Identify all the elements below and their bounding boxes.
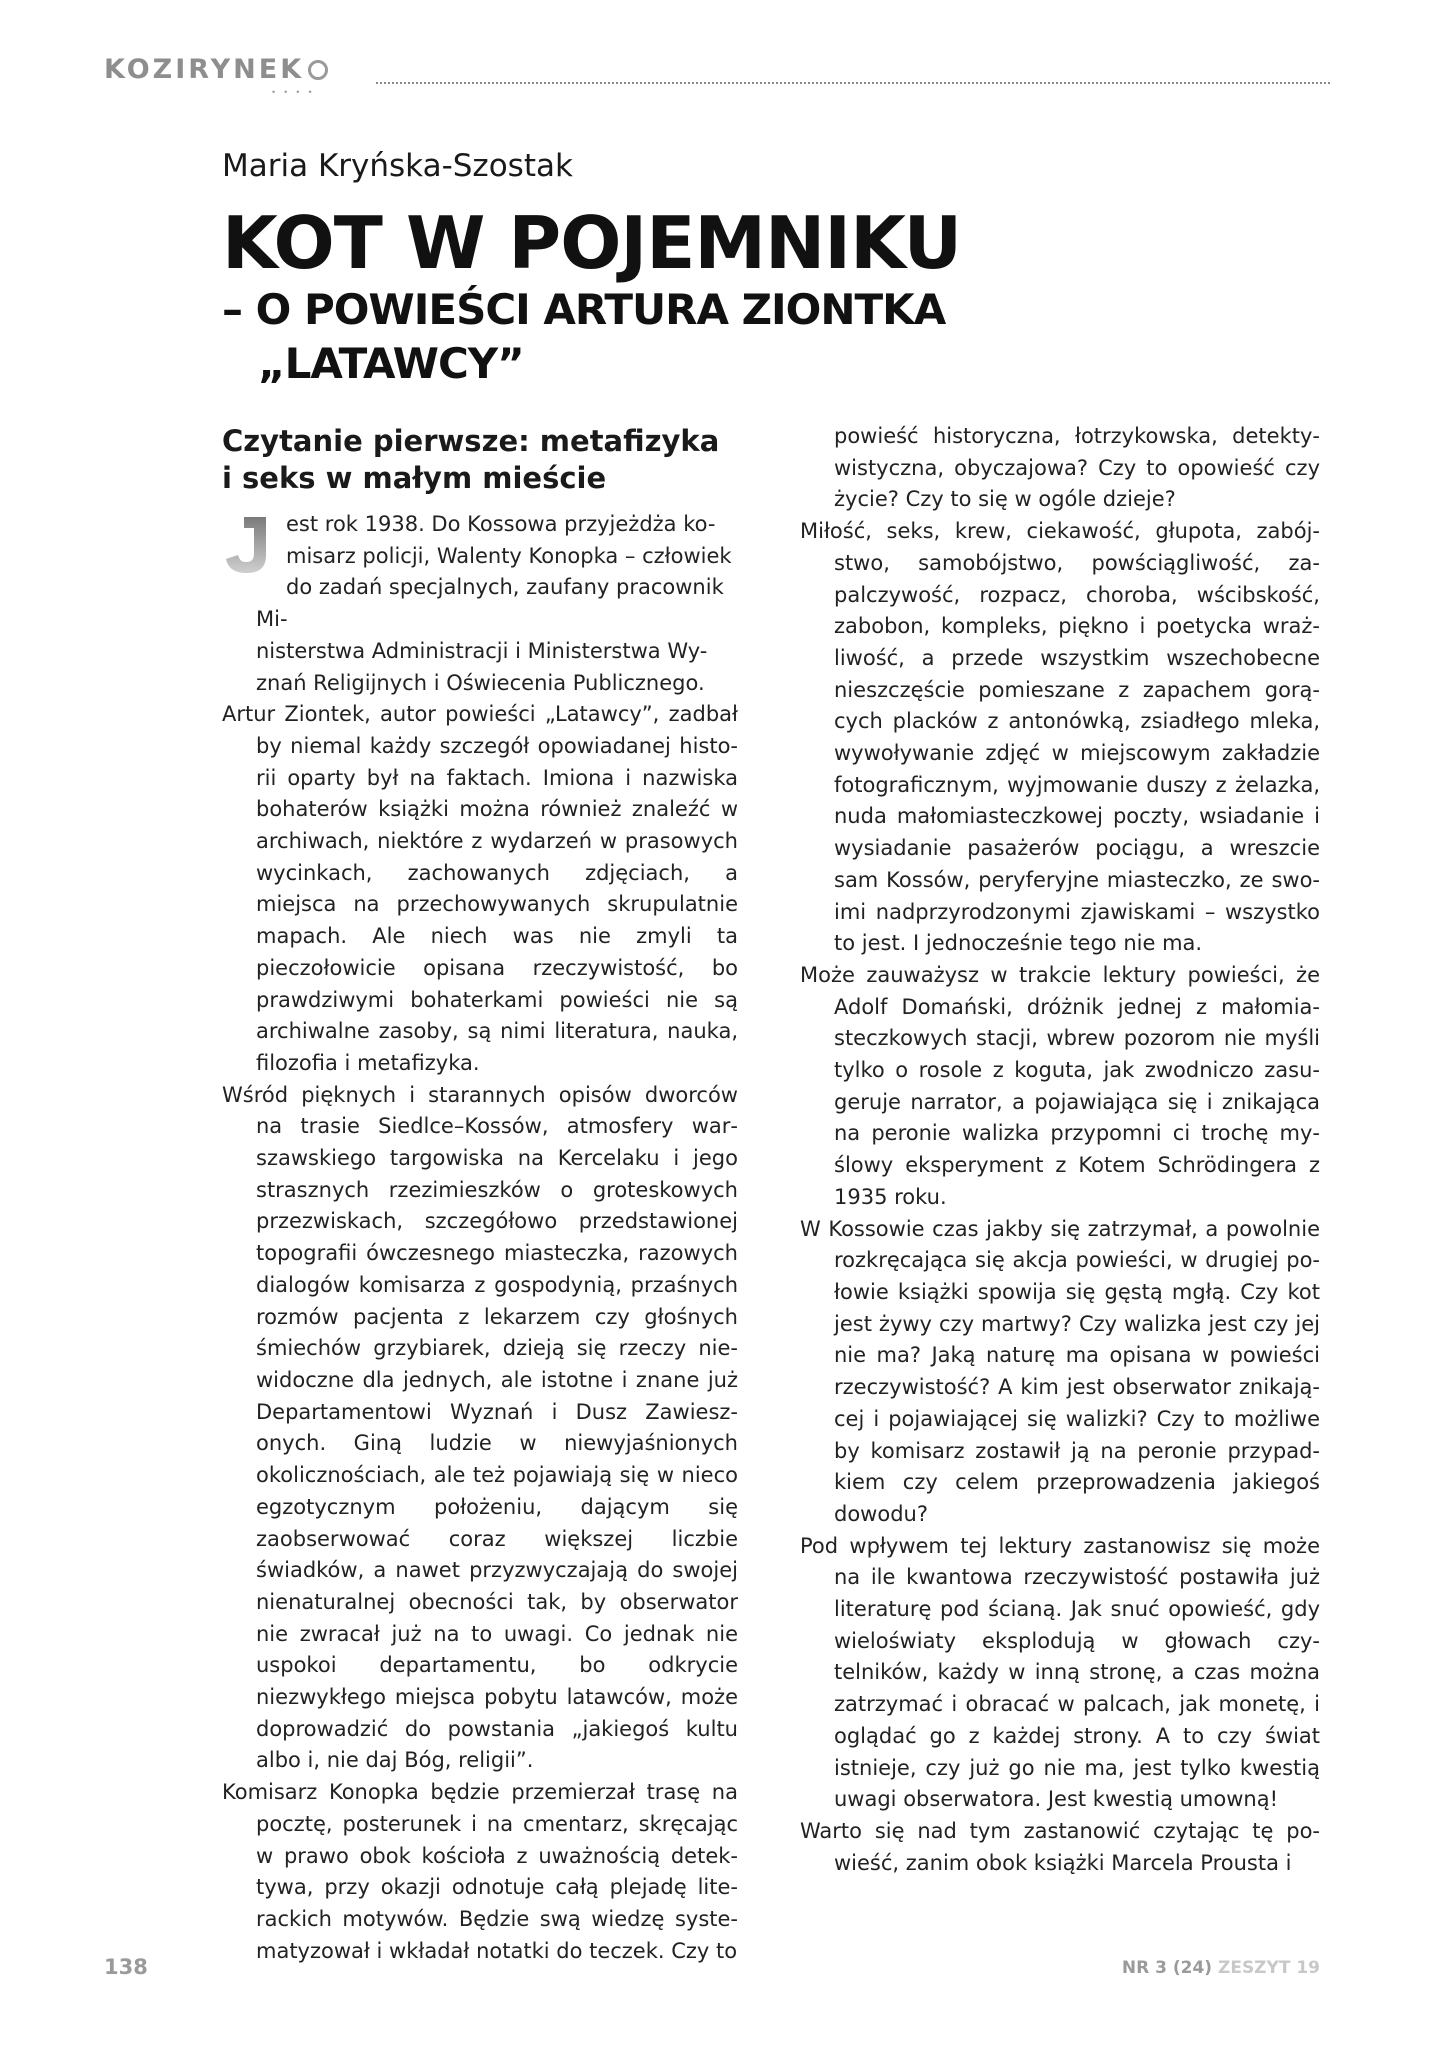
article-subtitle (222, 283, 945, 391)
subtitle-line-1: – O POWIEŚCI ARTURA ZIONTKA (222, 285, 946, 334)
opening-line-1: est rok 1938. Do Kossowa przyjeżdża ko- (286, 512, 716, 536)
volume-number: ZESZYT 19 (1218, 1958, 1320, 1978)
right-paragraphs (800, 516, 1320, 1879)
right-paragraph-4: Pod wpływem tej lektury zastanowisz się może na ile kwantowa rzeczywistość postawiła już literaturę pod ścianą. Jak snuć opowieść, gdy wieloświaty eksplodują w głowach czytelników, każdy w inną stronę, a czas można zatrzymać i obracać w palcach, jak monetę, i oglądać go z każdej strony. A to czy świat istnieje, czy już go nie ma, jest tylko kwestią uwagi obserwatora. Jest kwestią umowną! (800, 1533, 1320, 1812)
article-author: Maria Kryńska-Szostak (222, 148, 573, 184)
dropcap-j-icon (222, 515, 272, 575)
section-heading-line-1: Czytanie pierwsze: metafizyka (222, 424, 720, 458)
left-paragraph-2: Wśród pięknych i starannych opisów dworców na trasie Siedlce–Kossów, atmosfery warszawskiego targowiska na Kercelaku i jego strasznych rzezimieszków o groteskowych przezwiskach, szczegółowo przedstawionej topografii ówczesnego miasteczka, razowych dialogów komisarza z gospodynią, przaśnych rozmów pacjenta z lekarzem czy głośnych śmiechów grzybiarek, dzieją się rzeczy niewidoczne dla jednych, ale istotne i znane już Departamentowi Wyznań i Dusz Zawieszonych. Giną ludzie w niewyjaśnionych okolicznościach, ale też pojawiają się w nieco egzotycznym położeniu, dającym się zaobserwować coraz większej liczbie świadków, a nawet przyzwyczajają do swojej nienaturalnej obecności tak, by obserwator nie zwracał już na to uwagi. Co jednak nie uspokoi departamentu, bo odkrycie niezwykłego miejsca pobytu latawców, może doprowadzić do powstania „jakiegoś kultu albo i, nie daj Bóg, religii”. (222, 1082, 738, 1773)
logo-text: KOZIRYNEK (104, 54, 305, 85)
opening-line-4: nisterstwa Administracji i Ministerstwa Wy- (256, 638, 708, 663)
dropcap (222, 515, 272, 575)
section-heading (222, 423, 738, 497)
header-dotted-rule (376, 82, 1330, 84)
opening-lines (222, 509, 738, 699)
article-title: KOT W POJEMNIKU (222, 201, 962, 285)
opening-line-5: znań Religijnych i Oświecenia Publicznego. (256, 670, 705, 695)
section-heading-line-2: i seks w małym mieście (222, 461, 607, 495)
right-paragraph-5: Warto się nad tym zastanowić czytając tę powieść, zanim obok książki Marcela Prousta i (800, 1818, 1320, 1875)
logo-dots-decoration: •••• (272, 87, 321, 97)
opening-line-2: misarz policji, Walenty Konopka – człowiek (286, 543, 732, 568)
right-column (800, 421, 1320, 1879)
issue-info (1122, 1958, 1320, 1978)
magazine-logo (104, 54, 328, 85)
left-paragraph-1: Artur Ziontek, autor powieści „Latawcy”, zadbał by niemal każdy szczegół opowiadanej historii oparty był na faktach. Imiona i nazwiska bohaterów książki można również znaleźć w archiwach, niektóre z wydarzeń w prasowych wycinkach, zachowanych zdjęciach, a miejsca na przechowywanych skrupulatnie mapach. Ale niech was nie zmyli ta pieczołowicie opisana rzeczywistość, bo prawdziwymi bohaterkami powieści nie są archiwalne zasoby, są nimi literatura, nauka, filozofia i metafizyka. (222, 702, 738, 1075)
left-column (222, 423, 738, 1967)
issue-number: NR 3 (24) (1121, 1958, 1213, 1978)
subtitle-line-2: „LATAWCY” (258, 339, 524, 388)
continued-paragraph: powieść historyczna, łotrzykowska, detektywistyczna, obyczajowa? Czy to opowieść czy życie? Czy to się w ogóle dzieje? (834, 424, 1320, 512)
right-paragraph-1: Miłość, seks, krew, ciekawość, głupota, zabójstwo, samobójstwo, powściągliwość, zapalczywość, rozpacz, choroba, wścibskość, zabobon, kompleks, piękno i poetycka wrażliwość, a przede wszystkim wszechobecne nieszczęście pomieszane z zapachem gorących placków z antonówką, zsiadłego mleka, wywoływanie zdjęć w miejscowym zakładzie fotograficznym, wyjmowanie duszy z żelazka, nuda małomiasteczkowej poczty, wsiadanie i wysiadanie pasażerów pociągu, a wreszcie sam Kossów, peryferyjne miasteczko, ze swoimi nadprzyrodzonymi zjawiskami – wszystko to jest. I jednocześnie tego nie ma. (800, 519, 1320, 956)
page-number: 138 (104, 1955, 148, 1979)
left-paragraphs (222, 699, 738, 1967)
opening-line-3: do zadań specjalnych, zaufany pracownik Mi- (256, 575, 724, 632)
right-paragraph-2: Może zauważysz w trakcie lektury powieści, że Adolf Domański, dróżnik jednej z małomiasteczkowych stacji, wbrew pozorom nie myśli tylko o rosole z koguta, jak zwodniczo zasugeruje narrator, a pojawiająca się i znikająca na peronie walizka przypomni ci trochę myślowy eksperyment z Kotem Schrödingera z 1935 roku. (800, 962, 1320, 1209)
logo-circle-icon (308, 60, 328, 80)
right-paragraph-3: W Kossowie czas jakby się zatrzymał, a powolnie rozkręcająca się akcja powieści, w drugiej połowie książki spowija się gęstą mgłą. Czy kot jest żywy czy martwy? Czy walizka jest czy jej nie ma? Jaką naturę ma opisana w powieści rzeczywistość? A kim jest obserwator znikającej i pojawiającej się walizki? Czy to możliwe by komisarz zostawił ją na peronie przypadkiem czy celem przeprowadzenia jakiegoś dowodu? (800, 1216, 1320, 1526)
opening-paragraph (222, 509, 738, 699)
page-header (104, 54, 1330, 97)
left-paragraph-3: Komisarz Konopka będzie przemierzał trasę na pocztę, posterunek i na cmentarz, skręcając w prawo obok kościoła z uważnością detektywa, przy okazji odnotuje całą plejadę literackich motywów. Będzie swą wiedzę systematyzował i wkładał notatki do teczek. Czy to (222, 1780, 738, 1963)
